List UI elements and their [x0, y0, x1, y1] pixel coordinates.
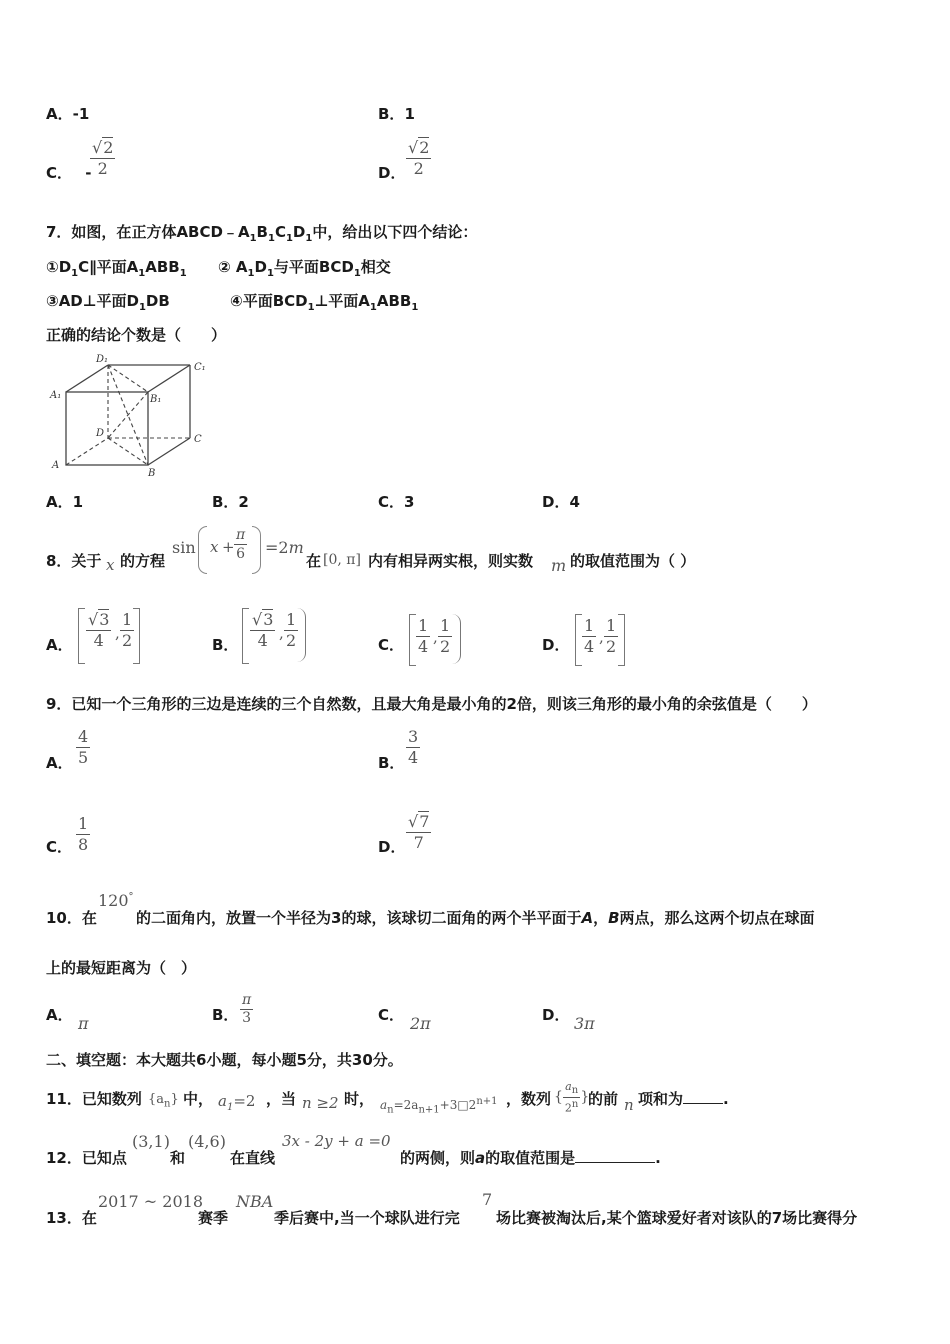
q6-option-a[interactable] [46, 103, 89, 124]
option-label: B． [378, 105, 405, 123]
label-D1: D₁ [96, 354, 109, 365]
q7-question: 正确的结论个数是（ ） [46, 326, 227, 344]
q9-option-a-label[interactable]: A． [46, 754, 73, 772]
section-heading: 二、填空题：本大题共6小题，每小题5分，共30分。 [46, 1051, 403, 1069]
radicand: 2 [103, 138, 114, 157]
radicand: 2 [419, 138, 430, 157]
denominator: 2 [97, 159, 108, 178]
q8-plus: + [222, 538, 235, 556]
q8-option-a-label[interactable]: A． [46, 636, 73, 654]
option-value: -1 [72, 105, 90, 123]
q12-stem-part3: 在直线 [230, 1149, 276, 1167]
q11-recurrence: $a_n=2a_{n+1}+3□2^{n+1}$ [380, 1096, 498, 1116]
q13-stem-part3: 季后赛中,当一个球队进行完 [274, 1209, 460, 1227]
q8-option-a-interval: $\frac{√3}{4}$ , $\frac{1}{2}$ [78, 608, 140, 664]
q9-stem: 9．已知一个三角形的三边是连续的三个自然数，且最大角是最小角的2倍，则该三角形的最小角的余弦值是（ ） [46, 695, 817, 713]
q8-option-d-interval: $\frac{1}{4}$ , $\frac{1}{2}$ [575, 614, 625, 666]
q6-option-d[interactable] [378, 162, 405, 183]
q11-var-n: n [624, 1096, 634, 1114]
q10-stem-line2: 上的最短距离为（ ） [46, 959, 197, 977]
q10-option-a-value: π [78, 1014, 89, 1033]
label-B1: B₁ [150, 394, 162, 405]
option-value: 1 [404, 105, 415, 123]
label-D: D [96, 428, 105, 439]
option-label: D． [378, 164, 406, 182]
option-label: A． [46, 105, 73, 123]
cube-figure [46, 350, 216, 480]
q10-option-c-label[interactable]: C． [378, 1006, 405, 1024]
q7-option-b[interactable]: B．2 [212, 493, 249, 511]
q10-angle: 120° [98, 891, 134, 910]
q8-var-m: m [551, 556, 567, 575]
q7-stem: 7．如图，在正方体$ABCD﹣A_1B_1C_1D_1$中，给出以下四个结论： [46, 223, 478, 244]
label-A1: A₁ [50, 390, 62, 401]
q10-option-b-label[interactable]: B． [212, 1006, 239, 1024]
q11-stem-part5: ，数列 [506, 1090, 552, 1108]
option-label: C． [46, 164, 73, 182]
q13-years: 2017 ~ 2018 [98, 1192, 204, 1211]
label-B: B [148, 468, 156, 479]
q7-conclusion-3: ③AD⊥平面$D_1DB$ [46, 292, 170, 313]
q8-stem-part5: 的取值范围为（ ） [570, 552, 696, 570]
q11-stem-part4: 时， [344, 1090, 375, 1108]
q9-option-c-frac: $\frac{1}{8}$ [78, 814, 89, 854]
q6-option-c[interactable] [46, 162, 91, 183]
label-C1: C₁ [194, 362, 206, 373]
q12-point1: (3,1) [132, 1132, 170, 1151]
q8-option-b-interval: $\frac{√3}{4}$ , $\frac{1}{2}$ [242, 608, 306, 664]
q7-option-d[interactable]: D．4 [542, 493, 580, 511]
q9-option-d-label[interactable]: D． [378, 838, 406, 856]
q9-option-c-label[interactable]: C． [46, 838, 73, 856]
q8-option-b-label[interactable]: B． [212, 636, 239, 654]
q11-stem-part1: 11．已知数列 [46, 1090, 142, 1108]
q6-option-b[interactable] [378, 103, 415, 124]
q8-pi-over-6: $\frac{\pi}{6}$ [236, 527, 246, 562]
answer-blank[interactable] [683, 1103, 723, 1104]
q12-stem-part4: 的两侧，则a的取值范围是 . [400, 1149, 661, 1167]
q11-a1: $a_1=2$ [218, 1092, 256, 1113]
q11-condition: n ≥2 [302, 1094, 339, 1112]
q13-stem-part1: 13．在 [46, 1209, 97, 1227]
q13-nba: NBA [236, 1192, 274, 1211]
q8-stem-part3: 在 [306, 552, 322, 570]
q12-stem-part2: 和 [170, 1149, 186, 1167]
q8-eq: =2m [265, 538, 304, 557]
q12-point2: (4,6) [188, 1132, 226, 1151]
q8-var-x: x [106, 556, 115, 574]
label-A: A [52, 460, 60, 471]
q13-seven: 7 [482, 1190, 493, 1209]
q13-stem-part4: 场比赛被淘汰后,某个篮球爱好者对该队的7场比赛得分 [496, 1209, 858, 1227]
q9-option-b-label[interactable]: B． [378, 754, 405, 772]
q8-option-d-label[interactable]: D． [542, 636, 570, 654]
minus-sign: - [85, 164, 92, 182]
q6-c-fraction: $\frac{√2}{2}$ [92, 138, 114, 178]
q7-conclusion-1: $①D_1C\parallel$平面$A_1ABB_1$ [46, 258, 187, 279]
q10-option-d-value: 3π [574, 1014, 595, 1033]
q8-option-c-label[interactable]: C． [378, 636, 405, 654]
q8-sin: sin [172, 538, 196, 557]
q7-option-c[interactable]: C．3 [378, 493, 415, 511]
q10-stem-part2: 的二面角内，放置一个半径为3的球，该球切二面角的两个半平面于A，B两点，那么这两个切点在球面 [136, 909, 815, 927]
q8-option-c-interval: $\frac{1}{4}$ , $\frac{1}{2}$ [409, 614, 461, 666]
q11-seq-frac: { $\frac{a_n}{2^n}$ } [554, 1080, 590, 1115]
q11-stem-part3: ，当 [266, 1090, 297, 1108]
q10-option-d-label[interactable]: D． [542, 1006, 570, 1024]
q7-conclusion-2: ② $A_1D_1$与平面$BCD_1$相交 [218, 258, 391, 279]
q10-option-a-label[interactable]: A． [46, 1006, 73, 1024]
q8-stem-part2: 的方程 [120, 552, 166, 570]
q11-stem-part6: 的前 [588, 1090, 619, 1108]
q7-option-a[interactable]: A．1 [46, 493, 84, 511]
answer-blank[interactable] [575, 1162, 655, 1163]
q12-stem-part1: 12．已知点 [46, 1149, 127, 1167]
denominator: 2 [413, 159, 424, 178]
q10-option-b-frac: $\frac{\pi}{3}$ [242, 992, 252, 1026]
q9-option-d-frac: $\frac{√7}{7}$ [408, 812, 430, 852]
label-C: C [194, 434, 202, 445]
q12-line-eq: 3x - 2y + a =0 [282, 1132, 391, 1150]
q9-option-a-frac: $\frac{4}{5}$ [78, 727, 89, 767]
q8-paren-left [198, 526, 207, 574]
q9-option-b-frac: $\frac{3}{4}$ [408, 727, 419, 767]
q10-stem-part1: 10．在 [46, 909, 97, 927]
q8-interval: [0, π] [323, 552, 361, 568]
q11-stem-part7: 项和为 . [638, 1090, 729, 1108]
q8-stem-part1: 8．关于 [46, 552, 102, 570]
q13-stem-part2: 赛季 [198, 1209, 229, 1227]
q8-stem-part4: 内有相异两实根，则实数 [368, 552, 534, 570]
q10-option-c-value: 2π [410, 1014, 431, 1033]
q8-paren-right [252, 526, 261, 574]
q11-stem-part2: 中， [183, 1090, 214, 1108]
q8-x-inner: x [210, 538, 219, 556]
q6-d-fraction: $\frac{√2}{2}$ [408, 138, 430, 178]
q7-conclusion-4: ④平面$BCD_1\perp$平面$A_1ABB_1$ [230, 292, 419, 313]
q11-seq: $\{a_n\}$ [148, 1092, 179, 1110]
